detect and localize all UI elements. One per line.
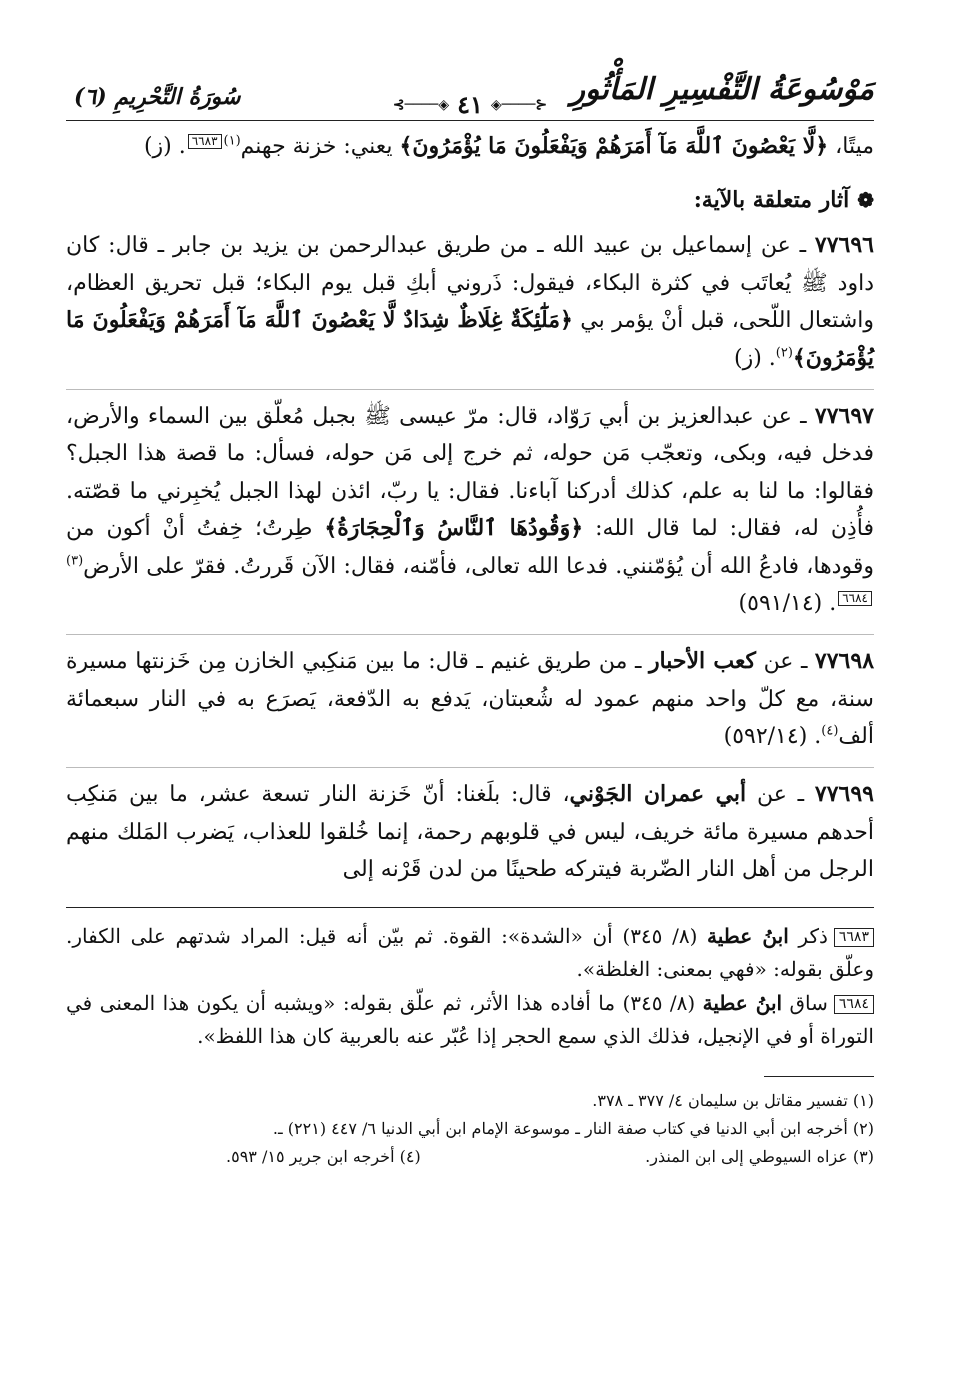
scholar-name: ابنُ عطية <box>707 923 789 948</box>
header-rule <box>66 120 874 121</box>
quran-verse: ﴿لَّا يَعْصُونَ ٱللَّهَ مَآ أَمَرَهُمْ وَيَفْعَلُونَ مَا يُؤْمَرُونَ﴾ <box>399 133 829 159</box>
entry-number: ٧٧٦٩٧ <box>814 402 874 429</box>
commentary-note: ٦٦٨٣ذكر ابنُ عطية (٨/ ٣٤٥) أن «الشدة»: القوة. ثم بيّن أنه قيل: المراد شدتهم على الكفار. وعلّق بقوله: «فهي بمعنى: الغلظة». <box>66 923 874 982</box>
footnote-ref: (٢) <box>775 345 793 361</box>
athar-entry: ٧٧٦٩٩ ـ عن أبي عمران الجَوْني، قال: بلَغنا: أنّ خَزنة النار تسعة عشر، ما بين مَنكِب أحدهم مسيرة مائة خريف، ليس في قلوبهم رحمة، إنما خُلقوا للعذاب، يَضرب المَلك منهم الرجل من أهل النار الضّربة فيتركه طحينًا من لدن قَرْنه إلى <box>66 767 874 900</box>
footnote-ref: (١) <box>223 133 241 149</box>
entry-number: ٧٧٦٩٨ <box>814 648 875 675</box>
surah-title: سُورَةُ التَّحْرِيمِ (٦) <box>74 84 241 110</box>
note-number-box: ٦٦٨٣ <box>834 928 874 947</box>
source-tag: . (٥٩٢/١٤) <box>723 724 822 750</box>
footnote: (٣) عزاه السيوطي إلى ابن المنذر. <box>645 1147 874 1167</box>
athar-entry: ٧٧٦٩٨ ـ عن كعب الأحبار ـ من طريق غنيم ـ قال: ما بين مَنكِبي الخازن مِن خَزنتها مسيرة سنة، مع كلّ واحد منهم عمود له شُعبتان، يَدفع به الدّفعة، يَصرَع به في النار سبعمائة ألف$^{(٤)}$. (٥٩٢/١٤) <box>66 634 874 767</box>
page-number-group <box>393 90 547 119</box>
footnote-ref: (٤) <box>821 723 839 739</box>
ornament-right-icon: ◈────⊱ <box>490 96 548 113</box>
running-header <box>66 66 874 124</box>
narrator-name: أبي عمران الجَوْني <box>569 781 747 808</box>
page <box>66 66 874 1171</box>
footnote-ref: (٣) <box>66 553 84 569</box>
source-tag: . (ز) <box>733 345 776 371</box>
entry-text-continued: طِرتُ؛ خِفتُ أنْ أكون من وقودها، فادعُ الله أن يُؤمّنني. فدعا الله تعالى، فأمّنه، فقال: الآن قَررتُ. فقرّ على الأرض <box>66 516 874 579</box>
entry-text: ـ عن عبدالعزيز بن أبي رَوّاد، قال: مرّ عيسى ﷺ بجبل مُعلّق بين السماء والأرض، فدخل فيه، وبكى، وتعجّب مَن حوله، ثم خرج إلى مَن حوله، فسأل: ما قصة هذا الجبل؟ فقالوا: ما لنا به علم، كذلك أدركنا آباءنا. فقال: يا ربّ، ائذن لهذا الجبل يُخبِرني ما قصّته. فأُذِن له، فقال: لما قال الله: <box>66 403 874 542</box>
footnote: (٢) أخرجه ابن أبي الدنيا في كتاب صفة النار ـ موسوعة الإمام ابن أبي الدنيا ٦/ ٤٤٧ (٢٢١) ـ. <box>272 1119 874 1139</box>
note-number-box: ٦٦٨٤ <box>834 995 874 1014</box>
footnote: (٤) أخرجه ابن جرير ١٥/ ٥٩٣. <box>226 1147 421 1167</box>
book-title: مَوْسُوعَةُ التَّفْسِيرِ المَأْثُورِ <box>570 72 874 107</box>
quran-verse: ﴿وَقُودُهَا ٱلنَّاسُ وَٱلْحِجَارَةُ﴾ <box>324 515 584 542</box>
quran-verse: ﴿مَلَٰٓئِكَةٌ غِلَاظٌ شِدَادٌ لَّا يَعْصُونَ ٱللَّهَ مَآ أَمَرَهُمْ وَيَفْعَلُونَ مَا يُؤْمَرُونَ﴾ <box>66 307 874 371</box>
entry-text: ، قال: بلَغنا: أنّ خَزنة النار تسعة عشر، ما بين مَنكِب أحدهم مسيرة مائة خريف، ليس في قلوبهم رحمة، إنما خُلقوا للعذاب، يَضرب المَلك منهم الرجل من أهل النار الضّربة فيتركه طحينًا من لدن قَرْنه إلى <box>66 782 874 883</box>
section-title-text: آثار متعلقة بالآية: <box>693 187 850 214</box>
athar-entry <box>66 389 874 634</box>
flower-ornament-icon: ❁ <box>857 188 874 213</box>
entry-number: ٧٧٦٩٩ <box>814 781 874 808</box>
note-ref-box: ٦٦٨٣ <box>188 134 222 149</box>
scholar-name: ابنُ عطية <box>702 990 783 1015</box>
footnote-row <box>66 1143 874 1171</box>
continuation-paragraph: ميتًا، ﴿لَّا يَعْصُونَ ٱللَّهَ مَآ أَمَرَهُمْ وَيَفْعَلُونَ مَا يُؤْمَرُونَ﴾ يعني: خزنة جهنم$^{(١)}$٦٦٨٣. (ز) <box>143 133 874 159</box>
narrator-name: كعب الأحبار <box>648 648 757 675</box>
footnotes <box>66 1087 874 1171</box>
entry-text: ـ عن إسماعيل بن عبيد الله ـ من طريق عبدالرحمن بن يزيد بن جابر ـ قال: كان داود ﷺ يُعاتَب في كثرة البكاء، فيقول: ذَروني أبكِ قبل يوم البكاء؛ قبل تحريق العظام، واشتعال اللّحى، قبل أنْ يؤمر بي <box>66 233 874 334</box>
section-heading <box>66 187 874 213</box>
page-number: ٤١ <box>457 90 483 119</box>
source-tag: . (ز) <box>143 134 186 159</box>
note-ref-box: ٦٦٨٤ <box>838 591 872 606</box>
ornament-left-icon: ⊰────◈ <box>392 96 450 113</box>
entry-text: ـ من طريق غنيم ـ قال: ما بين مَنكِبي الخازن مِن خَزنتها مسيرة سنة، مع كلّ واحد منهم عمود له شُعبتان، يَدفع به الدّفعة، يَصرَع به في النار سبعمائة ألف <box>66 649 874 750</box>
entry-number: ٧٧٦٩٦ <box>814 232 874 259</box>
footnote: (١) تفسير مقاتل بن سليمان ٤/ ٣٧٧ ـ ٣٧٨. <box>592 1091 874 1111</box>
commentary-notes <box>66 908 874 1054</box>
commentary-note: ٦٦٨٤ساق ابنُ عطية (٨/ ٣٤٥) ما أفاده هذا الأثر، ثم علّق بقوله: «ويشبه أن يكون هذا المعنى في التوراة أو في الإنجيل، فذلك الذي سمع الحجر إذا عُبّر عنه بالعربية كان هذا اللفظ». <box>66 990 874 1049</box>
athar-entry <box>66 227 874 389</box>
footnote-separator <box>764 1076 874 1077</box>
source-tag: . (٥٩١/١٤) <box>738 590 837 616</box>
